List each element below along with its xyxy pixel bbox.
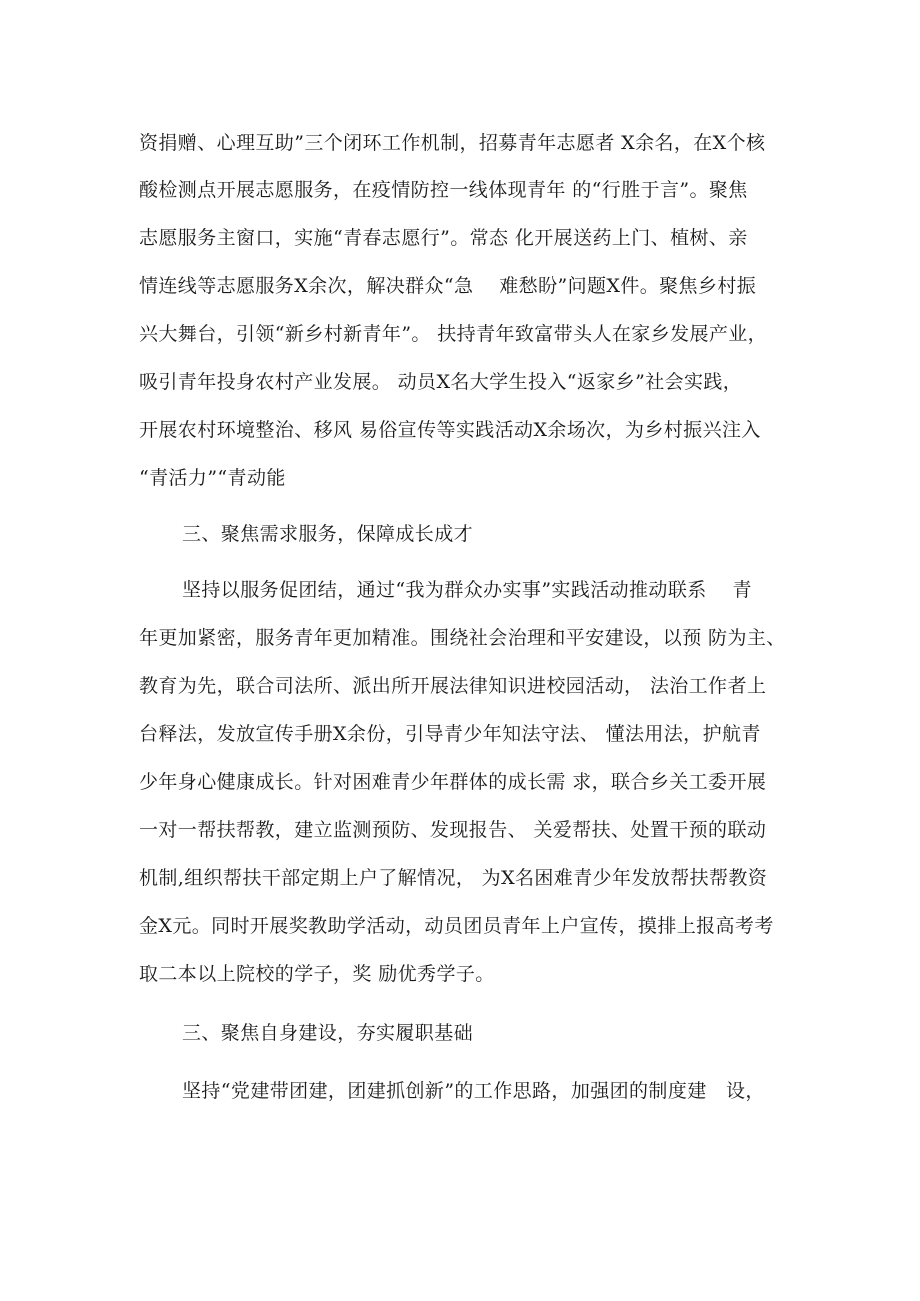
paragraph-line: 坚持“党建带团建，团建抓创新”的工作思路，加强团的制度建 设，: [182, 1080, 765, 1102]
section-heading-service: 三、聚焦需求服务，保障成长成才: [182, 523, 474, 545]
paragraph-line: 情连线等志愿服务X余次，解决群众“急 难愁盼”问题X件。聚焦乡村振: [139, 275, 757, 297]
paragraph-line: 吸引青年投身农村产业发展。 动员X名大学生投入“返家乡”社会实践，: [139, 371, 743, 393]
paragraph-line: 坚持以服务促团结，通过“我为群众办实事”实践活动推动联系 青: [182, 579, 752, 601]
paragraph-line: 取二本以上院校的学子，奖 励优秀学子。: [139, 963, 495, 985]
paragraph-line: 兴大舞台，引领“新乡村新青年”。 扶持青年致富带头人在家乡发展产业，: [139, 323, 768, 345]
paragraph-line: 酸检测点开展志愿服务，在疫情防控一线体现青年 的“行胜于言”。聚焦: [139, 179, 748, 201]
section-heading-self: 三、聚焦自身建设，夯实履职基础: [182, 1022, 474, 1044]
paragraph-line: 金X元。同时开展奖教助学活动，动员团员青年上户宣传，摸排上报高考考: [139, 915, 774, 937]
paragraph-line: 教育为先，联合司法所、派出所开展法律知识进校园活动， 法治工作者上: [139, 675, 767, 697]
paragraph-line: 开展农村环境整治、移风 易俗宣传等实践活动X余场次，为乡村振兴注入: [139, 419, 761, 441]
paragraph-line: 少年身心健康成长。针对困难青少年群体的成长需 求，联合乡关工委开展: [139, 771, 767, 793]
paragraph-line: 台释法，发放宣传手册X余份，引导青少年知法守法、 懂法用法，护航青: [139, 723, 761, 745]
paragraph-line: 机制,组织帮扶干部定期上户了解情况， 为X名困难青少年发放帮扶帮教资: [139, 867, 768, 889]
paragraph-line: 资捐赠、心理互助”三个闭环工作机制，招募青年志愿者 X余名，在X个核: [139, 132, 766, 154]
paragraph-line: 年更加紧密，服务青年更加精准。围绕社会治理和平安建设，以预 防为主、: [139, 627, 786, 649]
paragraph-line: “青活力”“青动能: [139, 467, 286, 489]
paragraph-line: 志愿服务主窗口，实施“青春志愿行”。常态 化开展送药上门、植树、亲: [139, 227, 748, 249]
paragraph-line: 一对一帮扶帮教，建立监测预防、发现报告、 关爱帮扶、处置干预的联动: [139, 819, 767, 841]
